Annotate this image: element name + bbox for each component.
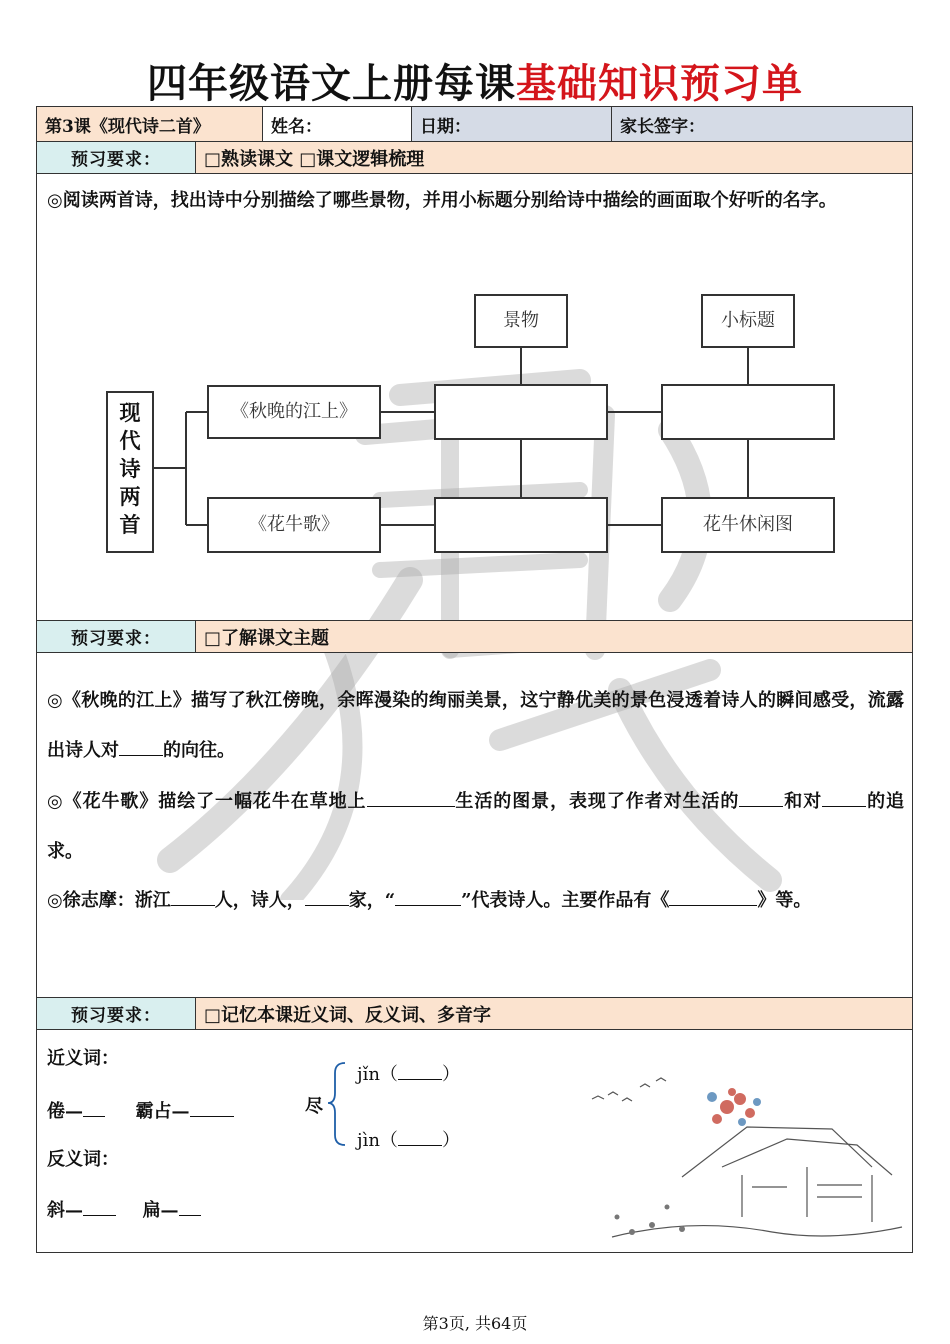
req-value-2[interactable]: □了解课文主题 — [196, 621, 912, 652]
page-footer: 第3页, 共64页 — [422, 1314, 528, 1333]
theme-paragraph-1: ◎《秋晚的江上》描写了秋江傍晚，余晖漫染的绚丽美景，这宁静优美的景色浸透着诗人的瞬间感受，流露出诗人对 的向往。 — [47, 690, 904, 761]
blank[interactable] — [119, 735, 163, 756]
author-paragraph: ◎徐志摩：浙江 人，诗人， 家，“ ”代表诗人。主要作品有《 》等。 — [47, 876, 904, 926]
ink-painting-image — [572, 1057, 912, 1247]
pinyin-jin3: jǐn（ ） — [357, 1059, 460, 1086]
synonym-label: 近义词： — [47, 1048, 119, 1069]
poem1-subtitle-box — [662, 385, 834, 439]
requirement-row-2 — [37, 620, 912, 653]
req-value-1[interactable]: □熟读课文 □课文逻辑梳理 — [196, 142, 912, 173]
req-value-3[interactable]: □记忆本课近义词、反义词、多音字 — [196, 998, 912, 1029]
poem2-subtitle: 花牛休闲图 — [703, 514, 793, 535]
requirement-row-1 — [37, 141, 912, 174]
title-part1: 四年级语文上册每课 — [147, 61, 516, 107]
antonym-pairs: 斜— 扁— — [47, 1195, 201, 1222]
poem2-label: 《花牛歌》 — [249, 514, 339, 535]
blank[interactable] — [669, 885, 757, 906]
req-label-2: 预习要求： — [37, 621, 196, 652]
polyphonic-char: 尽 — [305, 1096, 323, 1117]
lesson-title: 第3课《现代诗二首》 — [37, 107, 263, 141]
antonym-label: 反义词： — [47, 1149, 119, 1170]
blank[interactable] — [83, 1096, 105, 1117]
name-field[interactable]: 姓名： — [263, 107, 412, 141]
req-label-3: 预习要求： — [37, 998, 196, 1029]
instruction-1: ◎阅读两首诗，找出诗中分别描绘了哪些景物，并用小标题分别给诗中描绘的画面取个好听的名字。 — [47, 190, 837, 211]
pinyin-jin4: jìn（ ） — [357, 1125, 460, 1152]
synonym-pairs: 倦— 霸占— — [47, 1096, 234, 1123]
blank[interactable] — [822, 786, 866, 807]
blank[interactable] — [171, 885, 215, 906]
blank[interactable] — [398, 1125, 442, 1146]
blank[interactable] — [395, 885, 461, 906]
brace-icon — [327, 1059, 349, 1149]
req-label-1: 预习要求： — [37, 142, 196, 173]
theme-paragraph-2: ◎《花牛歌》描绘了一幅花牛在草地上 生活的图景，表现了作者对生活的 和对 的追求。 — [47, 777, 904, 877]
blank[interactable] — [179, 1195, 201, 1216]
poem1-label: 《秋晚的江上》 — [231, 401, 357, 422]
requirement-row-3 — [37, 997, 912, 1030]
header-row — [37, 107, 912, 142]
title-part2: 基础知识预习单 — [516, 61, 803, 107]
poem1-scenery-box — [435, 385, 607, 439]
scenery-header: 景物 — [503, 310, 539, 331]
diagram-root-label: 现 代 诗 两 首 — [119, 400, 141, 537]
blank[interactable] — [367, 786, 455, 807]
date-field[interactable]: 日期： — [412, 107, 612, 141]
page-title — [0, 52, 950, 109]
parent-signature-field[interactable]: 家长签字： — [612, 107, 912, 141]
worksheet — [36, 106, 913, 1253]
poem2-scenery-box — [435, 498, 607, 552]
blank[interactable] — [305, 885, 349, 906]
blank[interactable] — [190, 1096, 234, 1117]
blank[interactable] — [83, 1195, 116, 1216]
subtitle-header: 小标题 — [721, 310, 775, 331]
blank[interactable] — [739, 786, 783, 807]
blank[interactable] — [398, 1059, 442, 1080]
